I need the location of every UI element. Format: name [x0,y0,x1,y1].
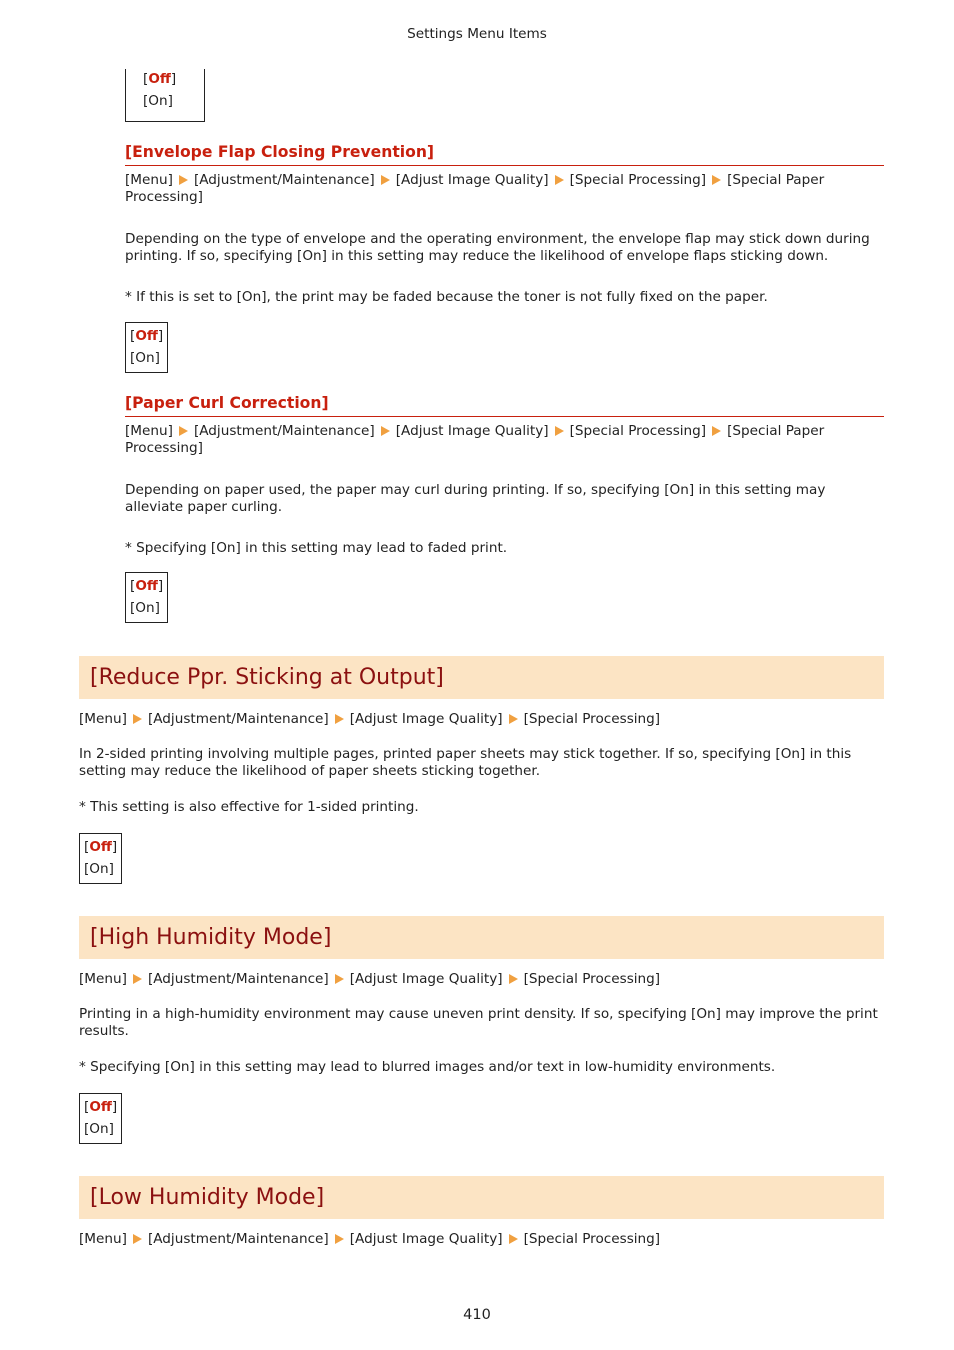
crumb-menu: [Menu] [79,971,127,987]
crumb-special-processing: [Special Processing] [523,971,661,987]
running-header: Settings Menu Items [407,26,547,42]
triangle-right-icon [712,175,721,185]
triangle-right-icon [335,974,344,984]
envelope-options-box [125,322,168,373]
option-on: [On] [130,599,160,616]
option-off: [Off] [143,71,177,87]
curl-title: [Paper Curl Correction] [125,394,329,412]
crumb-image-quality: [Adjust Image Quality] [349,971,503,987]
low-humidity-breadcrumb [79,1231,884,1248]
crumb-menu: [Menu] [125,172,173,188]
high-humidity-title: [High Humidity Mode] [90,925,332,950]
triangle-right-icon [509,714,518,724]
sticking-options-box [79,833,122,884]
crumb-special-paper: [Special Paper Processing] [125,423,825,456]
triangle-right-icon [555,426,564,436]
envelope-note: * If this is set to [On], the print may be faded because the toner is not fully fixed on the paper. [125,289,768,305]
triangle-right-icon [179,426,188,436]
crumb-special-processing: [Special Processing] [523,1231,661,1247]
triangle-right-icon [509,1234,518,1244]
option-off: [Off] [84,1099,118,1115]
envelope-title: [Envelope Flap Closing Prevention] [125,143,435,161]
curl-breadcrumb [125,423,845,457]
curl-title-rule [125,416,884,417]
crumb-adjustment: [Adjustment/Maintenance] [147,711,329,727]
crumb-special-processing: [Special Processing] [523,711,661,727]
option-off: [Off] [130,328,164,344]
crumb-image-quality: [Adjust Image Quality] [349,711,503,727]
triangle-right-icon [555,175,564,185]
option-on: [On] [84,1120,114,1137]
page-number: 410 [463,1307,491,1323]
triangle-right-icon [712,426,721,436]
crumb-image-quality: [Adjust Image Quality] [395,423,549,439]
sticking-title: [Reduce Ppr. Sticking at Output] [90,665,444,690]
high-humidity-section-header [79,916,884,959]
sticking-breadcrumb [79,711,884,728]
crumb-special-processing: [Special Processing] [569,172,707,188]
triangle-right-icon [381,426,390,436]
crumb-image-quality: [Adjust Image Quality] [349,1231,503,1247]
option-off: [Off] [130,578,164,594]
triangle-right-icon [335,714,344,724]
curl-options-box [125,572,168,623]
high-humidity-note: * Specifying [On] in this setting may lead to blurred images and/or text in low-humidity environments. [79,1059,776,1075]
crumb-adjustment: [Adjustment/Maintenance] [193,172,375,188]
envelope-breadcrumb [125,172,845,206]
crumb-menu: [Menu] [79,711,127,727]
options-box [125,69,205,122]
crumb-adjustment: [Adjustment/Maintenance] [193,423,375,439]
low-humidity-section-header [79,1176,884,1219]
triangle-right-icon [133,714,142,724]
option-on: [On] [143,92,173,109]
high-humidity-options-box [79,1093,122,1144]
triangle-right-icon [509,974,518,984]
envelope-description: Depending on the type of envelope and the operating environment, the envelope flap may stick down during printing. If so, specifying [On] in this setting may reduce the likelihood of envelope flaps sticking down. [125,231,870,264]
crumb-menu: [Menu] [79,1231,127,1247]
curl-note: * Specifying [On] in this setting may lead to faded print. [125,540,508,556]
triangle-right-icon [179,175,188,185]
triangle-right-icon [335,1234,344,1244]
sticking-description: In 2-sided printing involving multiple pages, printed paper sheets may stick together. If so, specifying [On] in this setting may reduce the likelihood of paper sheets sticking together. [79,746,852,779]
envelope-title-rule [125,165,884,166]
low-humidity-title: [Low Humidity Mode] [90,1185,325,1210]
option-on: [On] [84,860,114,877]
triangle-right-icon [381,175,390,185]
crumb-adjustment: [Adjustment/Maintenance] [147,1231,329,1247]
crumb-special-paper: [Special Paper Processing] [125,172,825,205]
option-on: [On] [130,349,160,366]
crumb-special-processing: [Special Processing] [569,423,707,439]
high-humidity-breadcrumb [79,971,884,988]
sticking-note: * This setting is also effective for 1-sided printing. [79,799,419,815]
high-humidity-description: Printing in a high-humidity environment may cause uneven print density. If so, specifying [On] may improve the print results. [79,1006,878,1039]
crumb-image-quality: [Adjust Image Quality] [395,172,549,188]
crumb-adjustment: [Adjustment/Maintenance] [147,971,329,987]
triangle-right-icon [133,974,142,984]
crumb-menu: [Menu] [125,423,173,439]
sticking-section-header [79,656,884,699]
curl-description: Depending on paper used, the paper may curl during printing. If so, specifying [On] in this setting may alleviate paper curling. [125,482,826,515]
option-off: [Off] [84,839,118,855]
triangle-right-icon [133,1234,142,1244]
